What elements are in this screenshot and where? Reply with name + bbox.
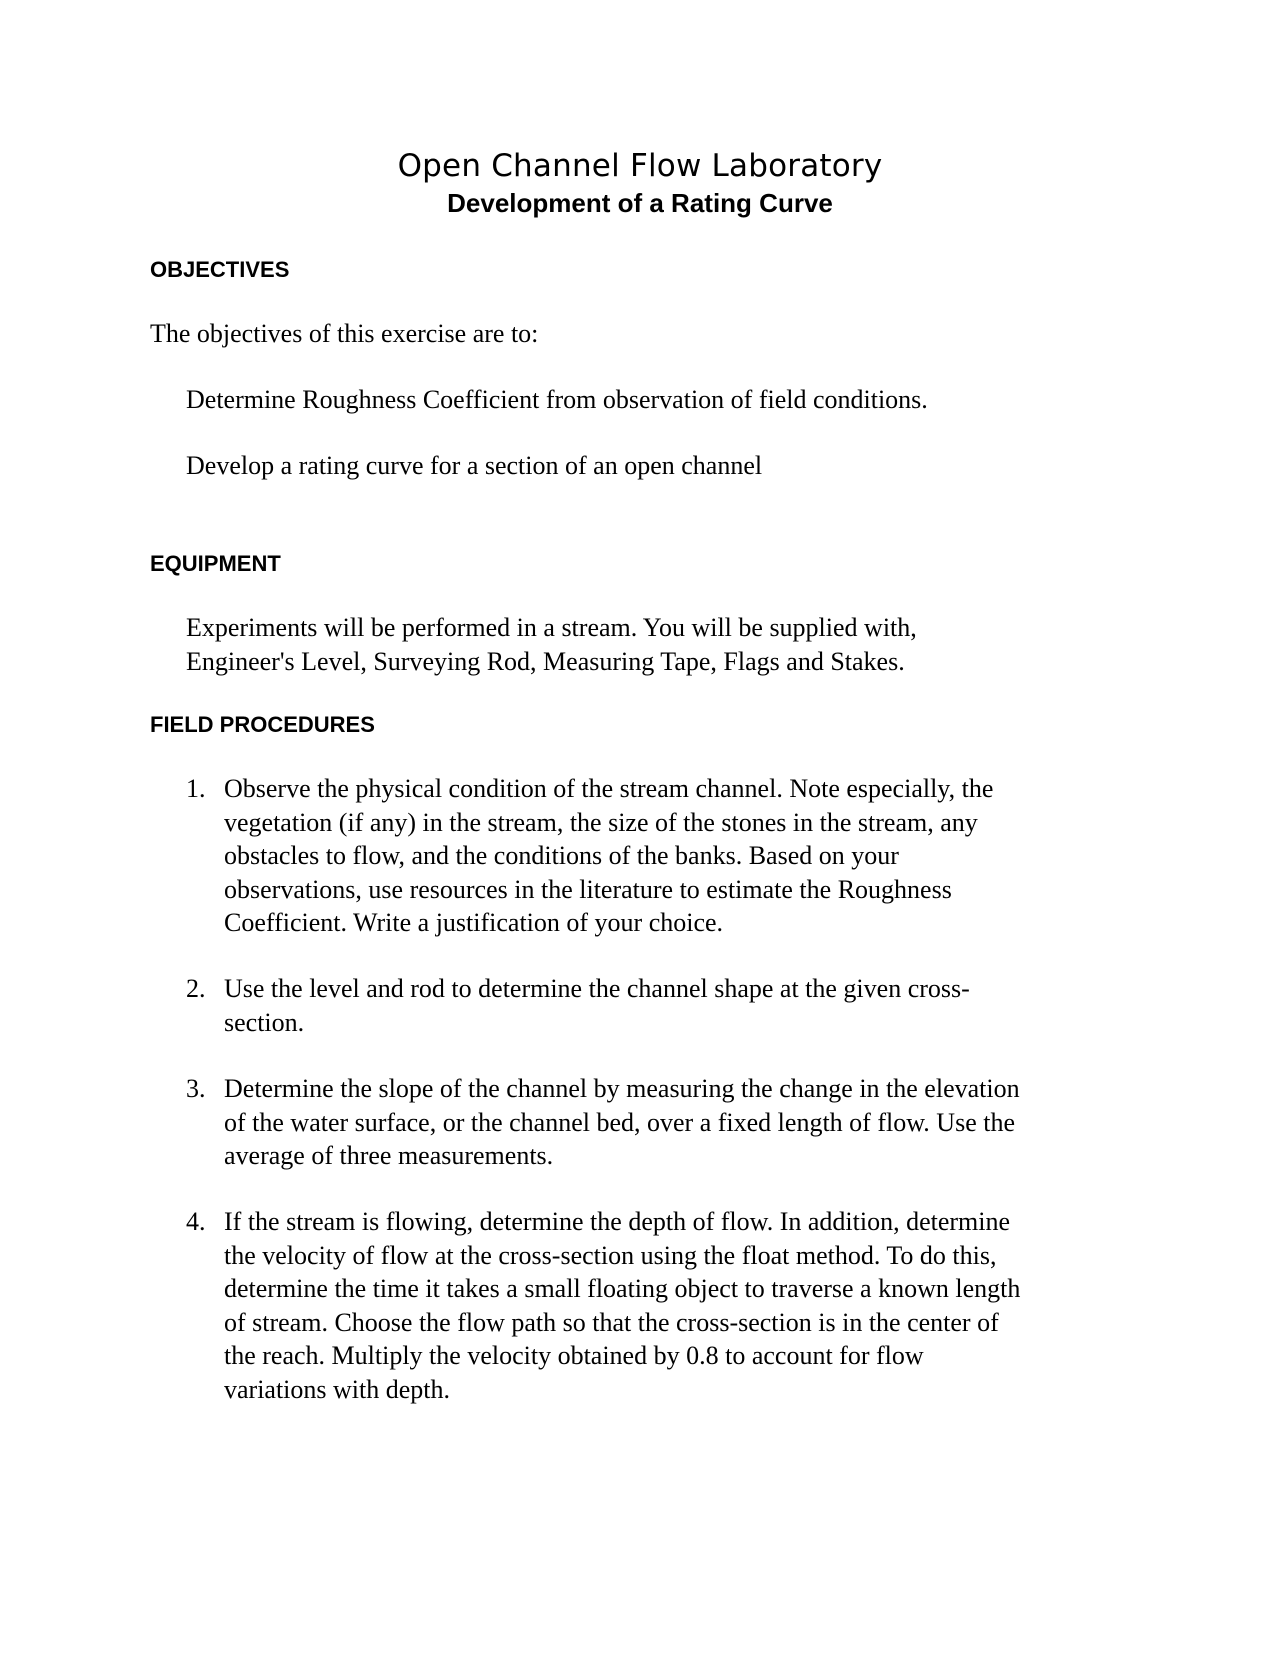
step-line: of stream. Choose the flow path so that the cross-section is in the center of: [224, 1307, 999, 1337]
equipment-heading: EQUIPMENT: [150, 551, 281, 576]
step-line: If the stream is flowing, determine the depth of flow. In addition, determine: [224, 1207, 1011, 1236]
document-subtitle: Development of a Rating Curve: [447, 188, 833, 218]
equipment-line: Experiments will be performed in a stream. You will be supplied with,: [186, 613, 917, 642]
step-line: the velocity of flow at the cross-section using the float method. To do this,: [224, 1240, 997, 1270]
step-line: vegetation (if any) in the stream, the size of the stones in the stream, any: [224, 807, 978, 837]
step-line: section.: [224, 1007, 305, 1037]
step-number: 2.: [186, 974, 206, 1003]
procedure-step-2: [186, 972, 1126, 1039]
step-line: average of three measurements.: [224, 1141, 554, 1170]
step-line: determine the time it takes a small floating object to traverse a known length: [224, 1274, 1021, 1303]
step-line: of the water surface, or the channel bed, over a fixed length of flow. Use the: [224, 1107, 1015, 1137]
step-number: 4.: [186, 1207, 206, 1236]
objectives-intro: The objectives of this exercise are to:: [150, 319, 539, 348]
step-line: Use the level and rod to determine the channel shape at the given cross-: [224, 974, 970, 1003]
procedure-step-3: [186, 1072, 1126, 1173]
step-line: Observe the physical condition of the stream channel. Note especially, the: [224, 774, 994, 803]
field-procedures-heading: FIELD PROCEDURES: [150, 712, 375, 737]
step-number: 3.: [186, 1074, 206, 1103]
procedure-step-1: [186, 772, 1126, 940]
step-line: the reach. Multiply the velocity obtained by 0.8 to account for flow: [224, 1341, 924, 1370]
objectives-heading: OBJECTIVES: [150, 257, 290, 282]
document-title: Open Channel Flow Laboratory: [397, 148, 883, 184]
step-number: 1.: [186, 774, 206, 803]
step-line: Determine the slope of the channel by measuring the change in the elevation: [224, 1074, 1020, 1103]
objective-item: Develop a rating curve for a section of an open channel: [186, 451, 763, 480]
step-line: Coefficient. Write a justification of your choice.: [224, 908, 724, 937]
objective-item: Determine Roughness Coefficient from observation of field conditions.: [186, 385, 928, 414]
equipment-line: Engineer's Level, Surveying Rod, Measuring Tape, Flags and Stakes.: [186, 646, 905, 676]
procedure-step-4: [186, 1205, 1126, 1406]
step-line: obstacles to flow, and the conditions of the banks. Based on your: [224, 841, 899, 870]
step-line: observations, use resources in the literature to estimate the Roughness: [224, 874, 952, 904]
step-line: variations with depth.: [224, 1374, 451, 1404]
